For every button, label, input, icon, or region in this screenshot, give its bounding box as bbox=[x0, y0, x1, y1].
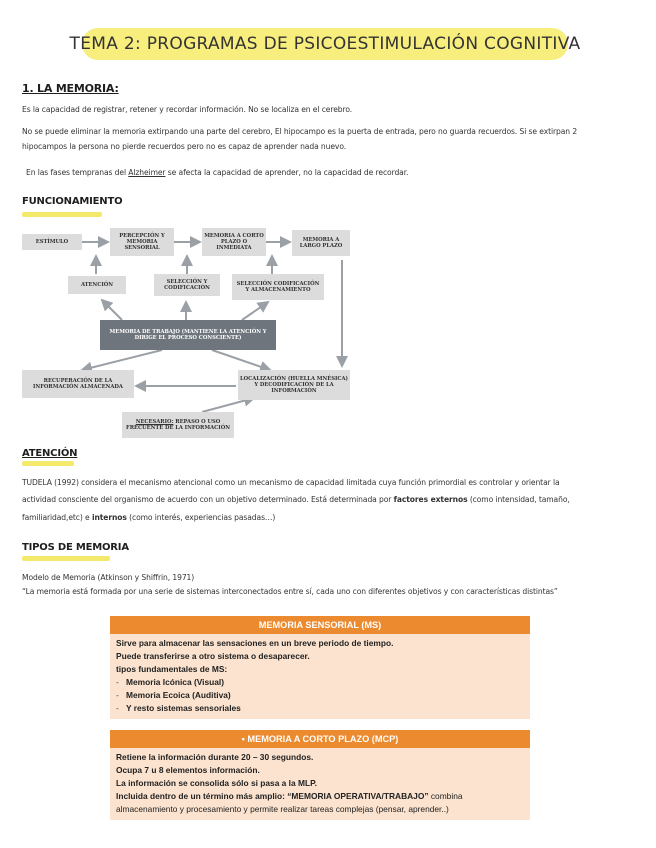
table-ms-line: tipos fundamentales de MS: bbox=[116, 664, 228, 674]
necesario-label: NECESARIO: bbox=[135, 419, 174, 425]
alzheimer-paragraph bbox=[26, 167, 408, 179]
atencion-factores-externos: factores externos bbox=[393, 495, 468, 504]
box-estimulo: ESTÍMULO bbox=[22, 234, 82, 250]
box-corto-plazo: MEMORIA A CORTO PLAZO O INMEDIATA bbox=[202, 228, 266, 256]
table-mcp-line: La información se consolida sólo si pasa a la MLP. bbox=[116, 778, 317, 788]
table-mcp-line-last: almacenamiento y procesamiento y permite realizar tareas complejas (pensar, aprender..) bbox=[116, 804, 449, 814]
funcionamiento-underline bbox=[22, 212, 102, 217]
box-necesario bbox=[122, 412, 234, 438]
atencion-line-3-post: (como interés, experiencias pasadas…) bbox=[126, 513, 276, 522]
atencion-line-3-pre: familiaridad,etc) e bbox=[22, 513, 92, 522]
table-mcp-incluida-bold: Incluida dentro de un término más amplio: “MEMORIA OPERATIVA/TRABAJO” bbox=[116, 791, 429, 801]
section-heading-tipos: TIPOS DE MEMORIA bbox=[22, 542, 129, 553]
memory-flow-diagram bbox=[22, 224, 352, 440]
necesario-text: REPASO O USO FRECUENTE DE LA INFORMACIÓN bbox=[126, 419, 230, 431]
table-ms-subitem: - Y resto sistemas sensoriales bbox=[116, 702, 524, 715]
atencion-underline bbox=[22, 461, 74, 466]
table-mcp-body bbox=[110, 748, 530, 820]
table-memoria-sensorial bbox=[110, 616, 530, 719]
box-recuperacion: RECUPERACIÓN DE LA INFORMACIÓN ALMACENADA bbox=[22, 370, 134, 398]
table-mcp-line: Ocupa 7 u 8 elementos información. bbox=[116, 765, 260, 775]
tipos-underline bbox=[22, 556, 110, 561]
box-localizacion: LOCALIZACIÓN (HUELLA MNÉSICA) Y DECODIFICACIÓN DE LA INFORMACIÓN bbox=[238, 370, 350, 400]
box-largo-plazo: MEMORIA A LARGO PLAZO bbox=[292, 230, 350, 256]
table-mcp-incluida-normal: combina bbox=[428, 791, 463, 801]
table-mcp-line-incluida bbox=[116, 790, 524, 803]
title-highlight bbox=[69, 28, 581, 60]
atencion-line-2-post: (como intensidad, tamaño, bbox=[467, 495, 570, 504]
atencion-internos: internos bbox=[91, 513, 127, 522]
atencion-line-1: TUDELA (1992) considera el mecanismo atencional como un mecanismo de capacidad limitada cuya función primordial es controlar y orientar la bbox=[22, 478, 560, 487]
memoria-paragraph-line-1: No se puede eliminar la memoria extirpando una parte del cerebro, El hipocampo es la puerta de entrada, pero no guarda recuerdos. Si se extirpan 2 bbox=[22, 127, 578, 136]
table-ms-subitem: - Memoria Ecoica (Auditiva) bbox=[116, 689, 524, 702]
alzheimer-pre: En las fases tempranas del bbox=[26, 168, 129, 177]
section-heading-funcionamiento: FUNCIONAMIENTO bbox=[22, 196, 123, 207]
box-atencion: ATENCIÓN bbox=[68, 276, 126, 294]
atencion-line-3 bbox=[22, 512, 275, 524]
box-seleccion: SELECCIÓN Y CODIFICACIÓN bbox=[154, 274, 220, 296]
atencion-line-2-pre: actividad consciente del organismo de acuerdo con un objetivo determinado. Está determinada por bbox=[22, 495, 394, 504]
page-title: TEMA 2: PROGRAMAS DE PSICOESTIMULACIÓN COGNITIVA bbox=[69, 34, 581, 54]
section-heading-atencion: ATENCIÓN bbox=[22, 448, 78, 459]
box-memoria-trabajo: MEMORIA DE TRABAJO (MANTIENE LA ATENCIÓN Y DIRIGE EL PROCESO CONSCIENTE) bbox=[100, 320, 276, 350]
alzheimer-post: se afecta la capacidad de aprender, no la capacidad de recordar. bbox=[165, 168, 409, 177]
box-seleccion-almacenamiento: SELECCIÓN CODIFICACIÓN Y ALMACENAMIENTO bbox=[232, 274, 324, 300]
atencion-line-2 bbox=[22, 494, 570, 506]
table-ms-subitem: - Memoria Icónica (Visual) bbox=[116, 676, 524, 689]
tipos-cita: “La memoria está formada por una serie de sistemas interconectados entre sí, cada uno con diferentes objetivos y con características distintas” bbox=[22, 587, 558, 596]
memoria-definition: Es la capacidad de registrar, retener y recordar información. No se localiza en el cerebro. bbox=[22, 105, 353, 114]
tipos-modelo: Modelo de Memoria (Atkinson y Shiffrin, 1971) bbox=[22, 573, 195, 582]
table-ms-line: Sirve para almacenar las sensaciones en un breve periodo de tiempo. bbox=[116, 638, 394, 648]
alzheimer-link: Alzheimer bbox=[128, 168, 166, 177]
box-percepcion: PERCEPCIÓN Y MEMORIA SENSORIAL bbox=[110, 228, 174, 256]
table-ms-body bbox=[110, 634, 530, 719]
table-mcp-header: • MEMORIA A CORTO PLAZO (MCP) bbox=[110, 730, 530, 748]
table-ms-header: MEMORIA SENSORIAL (MS) bbox=[110, 616, 530, 634]
memoria-paragraph-line-2: hipocampos la persona no pierde recuerdos pero no es capaz de aprender nada nuevo. bbox=[22, 142, 347, 151]
table-memoria-corto-plazo bbox=[110, 730, 530, 820]
table-ms-line: Puede transferirse a otro sistema o desaparecer. bbox=[116, 651, 310, 661]
table-mcp-line: Retiene la información durante 20 – 30 segundos. bbox=[116, 752, 314, 762]
section-heading-memoria: 1. LA MEMORIA: bbox=[22, 82, 119, 95]
